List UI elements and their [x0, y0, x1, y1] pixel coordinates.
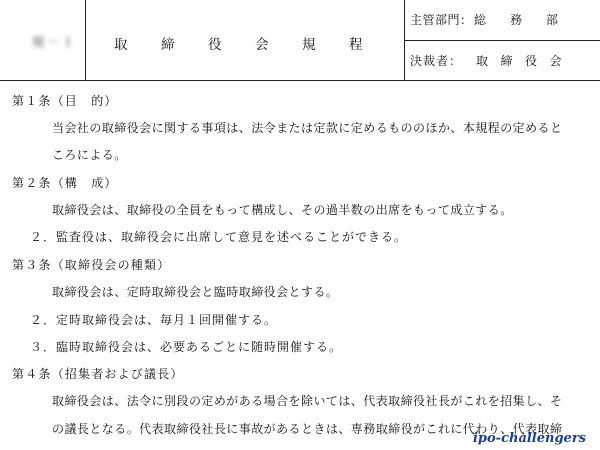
article-2-item-2: ２．監査役は、取締役会に出席して意見を述べることができる。 — [30, 230, 408, 244]
document-code: 規－１ — [32, 35, 78, 49]
article-1-line-1: 当会社の取締役会に関する事項は、法令または定款に定めるもののほか、本規程の定めると — [52, 121, 563, 135]
document-title-cell — [86, 0, 405, 80]
document-header — [0, 0, 600, 81]
watermark-text: ipo-challengers — [472, 431, 586, 446]
article-3-heading: 第３条（取締役会の種類） — [12, 258, 171, 272]
article-4-line-1: 取締役会は、法令に別段の定めがある場合を除いては、代表取締役社長がこれを招集し、そ — [52, 394, 563, 408]
document-title: 取締役会規程 — [114, 37, 396, 53]
approver-label: 決裁者： — [410, 54, 463, 68]
article-3-item-3: ３．臨時取締役会は、必要あるごとに随時開催する。 — [30, 340, 343, 354]
approver-row — [405, 41, 600, 81]
article-3-item-2: ２．定時取締役会は、毎月１回開催する。 — [30, 313, 278, 327]
article-1-heading: 第１条（目 的） — [12, 94, 118, 108]
department-row — [405, 0, 600, 41]
article-2-line-1: 取締役会は、取締役の全員をもって構成し、その過半数の出席をもって成立する。 — [52, 203, 513, 217]
approver-value: 取締役会 — [476, 54, 575, 68]
department-label: 主管部門： — [410, 13, 473, 27]
document-code-cell — [10, 0, 86, 80]
article-4-heading: 第４条（招集者および議長） — [12, 367, 184, 381]
article-1-line-2: ころによる。 — [52, 148, 127, 162]
article-3-line-1: 取締役会は、定時取締役会と臨時取締役会とする。 — [52, 285, 339, 299]
article-2-heading: 第２条（構 成） — [12, 176, 118, 190]
department-value: 総務部 — [474, 13, 583, 27]
article-4-line-2: の議長となる。代表取締役社長に事故があるときは、専務取締役がこれに代わり、代表取締 — [52, 422, 563, 436]
